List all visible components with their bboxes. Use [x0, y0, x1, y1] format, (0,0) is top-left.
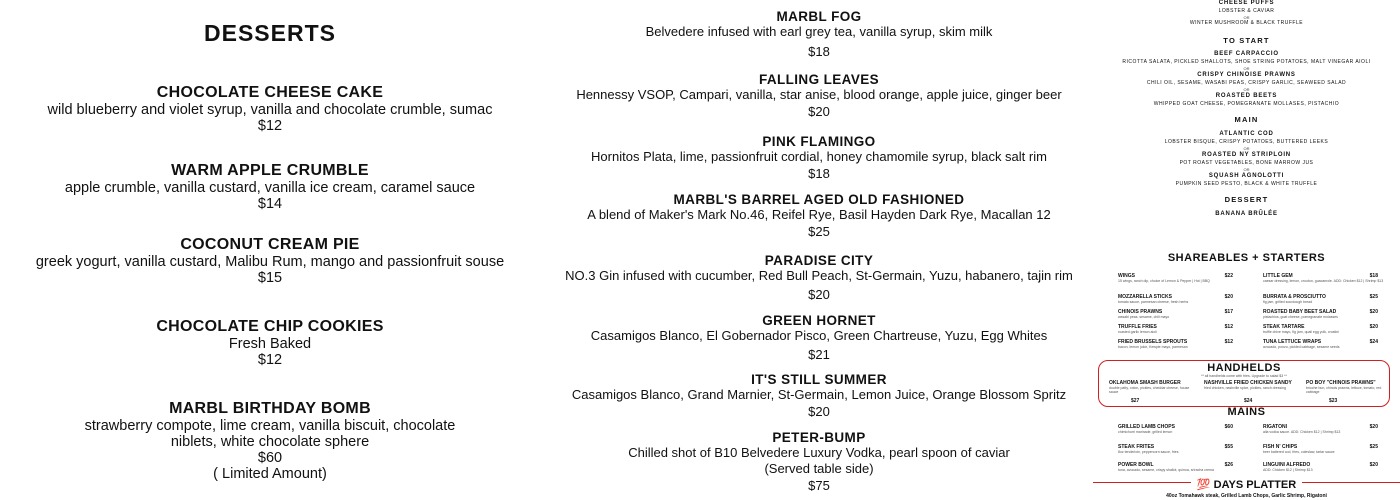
cocktail-price: $20: [808, 104, 830, 119]
menu-item-price: $24: [1244, 398, 1253, 404]
menu-item: [1118, 324, 1243, 334]
menu-item: [1306, 380, 1386, 404]
cocktail-price: $20: [808, 287, 830, 302]
cocktail-price: $18: [808, 166, 830, 181]
dessert-name: CHOCOLATE CHIP COOKIES: [156, 318, 384, 335]
cocktail-name: PINK FLAMINGO: [762, 134, 876, 149]
dessert-price: $14: [257, 196, 283, 212]
platter-title-row: [1093, 477, 1400, 492]
menu-item-price: $20: [1369, 424, 1378, 430]
menu-item-name: TRUFFLE FRIES: [1118, 324, 1157, 330]
platter-title: DAYS PLATTER: [1213, 479, 1297, 491]
menu-item: [1263, 339, 1388, 349]
dessert-item: [0, 317, 540, 368]
or-label: OR: [1243, 66, 1250, 71]
menu-item-name: BURRATA & PROSCIUTTO: [1263, 294, 1326, 300]
menu-item-desc: brioche bun, chinois prawns, lettuce, tomato, red cabbage: [1306, 386, 1382, 394]
cocktail-item: [560, 192, 1078, 240]
dessert-desc: wild blueberry and violet syrup, vanilla and chocolate crumble, sumac: [47, 102, 493, 118]
menu-item: [1118, 294, 1243, 304]
menu-item: [1263, 324, 1388, 334]
set-dish: CRISPY CHINOISE PRAWNS: [1197, 72, 1296, 78]
menu-item-name: ROASTED BABY BEET SALAD: [1263, 309, 1337, 315]
cocktail-note: (Served table side): [764, 461, 874, 476]
cocktail-item: [560, 430, 1078, 494]
cocktail-name: PETER-BUMP: [772, 430, 866, 445]
menu-item-desc: alla vodka sauce. ADD: Chicken $12 | Shrimp $13: [1263, 430, 1341, 434]
menu-item: [1204, 380, 1299, 404]
menu-item-price: $20: [1369, 324, 1378, 330]
cocktail-name: MARBL FOG: [776, 9, 862, 24]
dessert-item: [0, 235, 540, 286]
handhelds-box: [1098, 360, 1390, 407]
mains-title: MAINS: [1227, 406, 1266, 418]
menu-item: [1109, 380, 1199, 404]
menu-item-desc: beer battered cod, fries, coleslaw, tartar sauce: [1263, 450, 1335, 454]
dessert-desc: greek yogurt, vanilla custard, Malibu Rum, mango and passionfruit souse: [35, 254, 505, 270]
set-dish-desc: CHILI OIL, SESAME, WASABI PEAS, CRISPY GARLIC, SEAWEED SALAD: [1146, 80, 1347, 86]
dessert-item: [0, 399, 540, 482]
set-dish: ATLANTIC COD: [1219, 131, 1274, 137]
menu-item-name: MOZZARELLA STICKS: [1118, 294, 1172, 300]
menu-item-desc: fried chicken, nashville spice, pickles, ranch dressing: [1204, 386, 1286, 390]
cocktail-name: FALLING LEAVES: [758, 72, 880, 87]
menu-item-desc: fig jam, grilled sourdough bread: [1263, 300, 1313, 304]
dessert-desc: strawberry compote, lime cream, vanilla biscuit, chocolate niblets, white chocolate sphere: [84, 418, 456, 450]
set-dish-desc: LOBSTER BISQUE, CRISPY POTATOES, BUTTERED LEEKS: [1164, 139, 1329, 145]
set-dish-desc: WHIPPED GOAT CHEESE, POMEGRANATE MOLLASES, PISTACHIO: [1153, 101, 1340, 107]
menu-item-desc: bacon, lemon juice, Kewpie mayo, parmesan: [1118, 345, 1188, 349]
set-section-title: DESSERT: [1224, 195, 1269, 204]
dessert-price: $12: [257, 352, 283, 368]
menu-item-name: CHINOIS PRAWNS: [1118, 309, 1163, 315]
menu-item: [1263, 444, 1388, 454]
menu-item-desc: 15 wings, ranch dip, choice of Lemon & Pepper | Hot | BBQ: [1118, 279, 1210, 283]
menu-item-name: OKLAHOMA SMASH BURGER: [1109, 380, 1181, 386]
handhelds-title: HANDHELDS: [1207, 362, 1281, 374]
cocktail-desc: Chilled shot of B10 Belvedere Luxury Vodka, pearl spoon of caviar: [628, 445, 1010, 460]
menu-item-name: PO BOY "CHINOIS PRAWNS": [1306, 380, 1376, 386]
menu-item-desc: roasted garlic lemon aioli: [1118, 330, 1157, 334]
menu-item-price: $27: [1131, 398, 1140, 404]
dessert-desc: Fresh Baked: [228, 336, 312, 352]
menu-item: [1118, 339, 1243, 349]
cocktail-desc: Casamigos Blanco, Grand Marnier, St-Germain, Lemon Juice, Orange Blossom Spritz: [571, 387, 1067, 402]
dessert-name: CHOCOLATE CHEESE CAKE: [156, 84, 384, 101]
set-section-title: TO START: [1223, 36, 1270, 45]
shareables-title: SHAREABLES + STARTERS: [1167, 252, 1326, 264]
or-label: OR: [1243, 15, 1250, 20]
cocktail-desc: Hornitos Plata, lime, passionfruit cordial, honey chamomile syrup, black salt rim: [591, 149, 1047, 164]
menu-item: [1263, 462, 1388, 472]
menu-item-price: $20: [1369, 462, 1378, 468]
cocktail-item: [560, 9, 1078, 60]
menu-item: [1118, 309, 1243, 319]
menu-item-desc: chimichurri marinade, grilled lemon: [1118, 430, 1173, 434]
set-dish-desc: RICOTTA SALATA, PICKLED SHALLOTS, SHOE STRING POTATOES, MALT VINEGAR AIOLI: [1122, 59, 1371, 65]
menu-item-price: $26: [1224, 462, 1233, 468]
set-dish: CHEESE PUFFS: [1218, 0, 1275, 6]
menu-item-desc: tuna, avocado, sesame, crispy shallot, quinoa, sriracha crema: [1118, 468, 1214, 472]
menu-item-desc: tomato sauce, parmesan cheese, fresh herbs: [1118, 300, 1189, 304]
menu-item-desc: 8oz tenderloin, peppercorn sauce, fries: [1118, 450, 1179, 454]
menu-item-price: $23: [1329, 398, 1338, 404]
menu-item-price: $25: [1369, 444, 1378, 450]
menu-item-price: $24: [1369, 339, 1378, 345]
menu-item-name: RIGATONI: [1263, 424, 1287, 430]
menu-item-name: NASHVILLE FRIED CHICKEN SANDY: [1204, 380, 1292, 386]
cocktail-item: [560, 372, 1078, 420]
cocktail-item: [560, 313, 1078, 363]
cocktail-desc: NO.3 Gin infused with cucumber, Red Bull Peach, St-Germain, Yuzu, habanero, tajin rim: [565, 268, 1073, 283]
menu-item-price: $20: [1224, 294, 1233, 300]
desserts-title: DESSERTS: [204, 20, 336, 46]
menu-item: [1118, 462, 1243, 472]
menu-item: [1263, 273, 1388, 283]
set-dish: BEEF CARPACCIO: [1214, 51, 1279, 57]
menu-item-desc: ADD: Chicken $12 | Shrimp $13: [1263, 468, 1313, 472]
menu-item-name: WINGS: [1118, 273, 1135, 279]
cocktail-name: GREEN HORNET: [762, 313, 876, 328]
menu-item: [1118, 273, 1243, 283]
menu-item-name: GRILLED LAMB CHOPS: [1118, 424, 1175, 430]
menu-item-desc: wasabi peas, sesame, chili mayo: [1118, 315, 1170, 319]
set-dish: BANANA BRÛLÉE: [1215, 211, 1278, 217]
menu-item-price: $25: [1369, 294, 1378, 300]
or-label: OR: [1243, 146, 1250, 151]
dessert-name: MARBL BIRTHDAY BOMB: [169, 400, 371, 417]
cocktail-price: $25: [808, 224, 830, 239]
dessert-item: [0, 83, 540, 134]
cocktail-desc: Casamigos Blanco, El Gobernador Pisco, Green Chartreuse, Yuzu, Egg Whites: [590, 328, 1048, 343]
cocktail-price: $21: [808, 347, 830, 362]
cocktail-item: [560, 72, 1078, 120]
dessert-item: [0, 161, 540, 212]
menu-item-price: $17: [1224, 309, 1233, 315]
dessert-note: ( Limited Amount): [213, 466, 327, 482]
menu-item-price: $20: [1369, 309, 1378, 315]
set-dish: ROASTED NY STRIPLOIN: [1202, 152, 1291, 158]
menu-item-desc: caesar dressing, lemon, crouton, guacamole. ADD: Chicken $12 | Shrimp $13: [1263, 279, 1384, 283]
menu-item-name: LINGUINI ALFREDO: [1263, 462, 1311, 468]
set-section-title: MAIN: [1234, 115, 1259, 124]
platter-desc: 40oz Tomahawk steak, Grilled Lamb Chops, Garlic Shrimp, Rigatoni: [1166, 493, 1327, 499]
menu-item-name: STEAK FRITES: [1118, 444, 1155, 450]
menu-item-desc: truffle chive mayo, fig jam, quail egg yolk, crostini: [1263, 330, 1339, 334]
cocktail-name: MARBL'S BARREL AGED OLD FASHIONED: [673, 192, 965, 207]
menu-item-price: $55: [1224, 444, 1233, 450]
menu-item-name: TUNA LETTUCE WRAPS: [1263, 339, 1322, 345]
set-dish-desc: LOBSTER & CAVIAR: [1218, 8, 1275, 14]
menu-item-name: LITTLE GEM: [1263, 273, 1293, 279]
menu-item: [1118, 444, 1243, 454]
menu-item: [1263, 424, 1388, 434]
cocktail-desc: Hennessy VSOP, Campari, vanilla, star anise, blood orange, apple juice, ginger beer: [576, 87, 1062, 102]
dessert-price: $15: [257, 270, 283, 286]
cocktail-item: [560, 253, 1078, 303]
set-dish: SQUASH AGNOLOTTI: [1208, 173, 1285, 179]
menu-item-price: $22: [1224, 273, 1233, 279]
menu-item-name: FISH N' CHIPS: [1263, 444, 1298, 450]
menu-item-price: $12: [1224, 324, 1233, 330]
cocktail-price: $75: [808, 478, 830, 493]
cocktail-item: [560, 134, 1078, 182]
set-dish-desc: POT ROAST VEGETABLES, BONE MARROW JUS: [1179, 160, 1314, 166]
menu-item: [1263, 294, 1388, 304]
menu-item-name: FRIED BRUSSELS SPROUTS: [1118, 339, 1188, 345]
set-dish-desc: PUMPKIN SEED PESTO, BLACK & WHITE TRUFFLE: [1175, 181, 1318, 187]
menu-item-name: POWER BOWL: [1118, 462, 1154, 468]
dessert-price: $60: [257, 450, 283, 466]
dessert-desc: apple crumble, vanilla custard, vanilla ice cream, caramel sauce: [64, 180, 476, 196]
set-menu: [1093, 0, 1400, 219]
set-dish-desc: WINTER MUSHROOM & BLACK TRUFFLE: [1189, 20, 1304, 26]
menu-item-name: STEAK TARTARE: [1263, 324, 1305, 330]
cocktail-desc: A blend of Maker's Mark No.46, Reifel Rye, Basil Hayden Dark Rye, Macallan 12: [587, 207, 1051, 222]
menu-item-desc: pistachios, goat cheese, pomegranate molasses: [1263, 315, 1338, 319]
or-label: OR: [1243, 167, 1250, 172]
dessert-price: $12: [257, 118, 283, 134]
menu-item-desc: double patty, onion, pickles, cheddar cheese, house sauce: [1109, 386, 1190, 394]
menu-item-price: $12: [1224, 339, 1233, 345]
menu-item: [1263, 309, 1388, 319]
dessert-name: WARM APPLE CRUMBLE: [171, 162, 369, 179]
menu-item: [1118, 424, 1243, 434]
cocktail-price: $20: [808, 404, 830, 419]
cocktail-name: IT'S STILL SUMMER: [751, 372, 887, 387]
cocktail-desc: Belvedere infused with earl grey tea, vanilla syrup, skim milk: [645, 24, 993, 39]
or-label: OR: [1243, 87, 1250, 92]
menu-item-desc: avocado, ponzu, pickled cabbage, sesame seeds: [1263, 345, 1340, 349]
set-dish: ROASTED BEETS: [1215, 93, 1278, 99]
hundred-points-icon: 💯: [1196, 479, 1211, 491]
handhelds-note: ** all handhelds come with fries. Upgrade to salad $3 **: [1201, 374, 1287, 378]
menu-item-price: $60: [1224, 424, 1233, 430]
cocktail-name: PARADISE CITY: [764, 253, 874, 268]
dessert-name: COCONUT CREAM PIE: [180, 236, 360, 253]
cocktail-price: $18: [808, 44, 830, 59]
menu-item-price: $18: [1369, 273, 1378, 279]
